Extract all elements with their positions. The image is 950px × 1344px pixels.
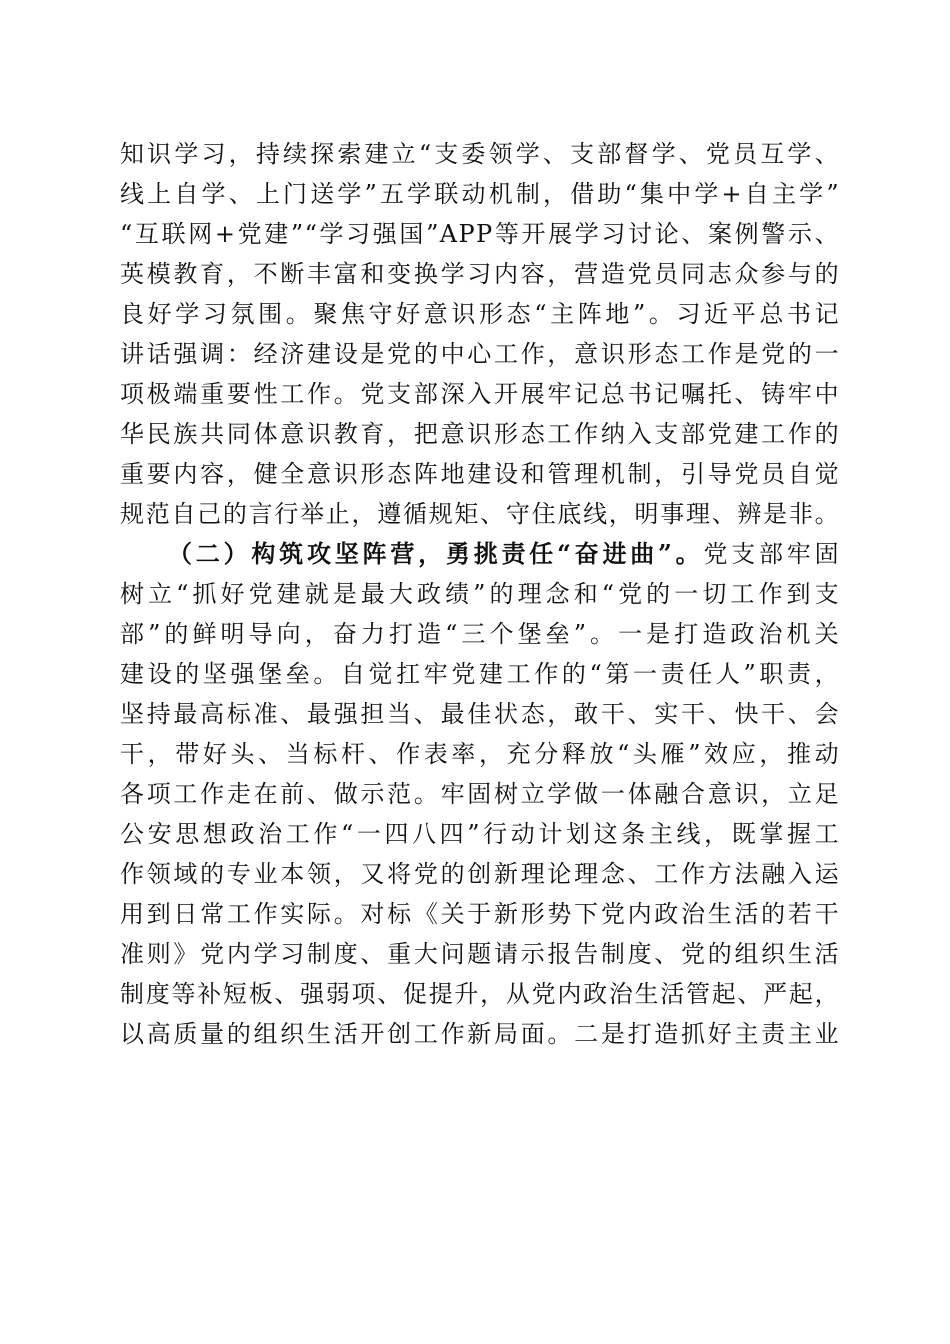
- text-line: 作领域的专业本领，又将党的创新理论理念、工作方法融入运: [120, 860, 840, 888]
- text-span: 党支部牢固: [703, 540, 840, 568]
- text-line: 英模教育，不断丰富和变换学习内容，营造党员同志众参与的: [120, 260, 840, 288]
- text-line: “互联网+党建”“学习强国”APP等开展学习讨论、案例警示、: [120, 220, 840, 248]
- text-line: 用到日常工作实际。对标《关于新形势下党内政治生活的若干: [120, 900, 840, 928]
- paragraph-1: [120, 134, 840, 534]
- text-line: 线上自学、上门送学”五学联动机制，借助“集中学+自主学”: [120, 180, 840, 208]
- text-line: 知识学习，持续探索建立“支委领学、支部督学、党员互学、: [120, 140, 840, 168]
- text-line: 各项工作走在前、做示范。牢固树立学做一体融合意识，立足: [120, 780, 840, 808]
- paragraph-2: [120, 534, 840, 1054]
- document-body: [120, 134, 840, 1054]
- text-line: 规范自己的言行举止，遵循规矩、守住底线，明事理、辨是非。: [120, 500, 840, 528]
- text-line: 干，带好头、当标杆、作表率，充分释放“头雁”效应，推动: [120, 740, 840, 768]
- text-line: 讲话强调：经济建设是党的中心工作，意识形态工作是党的一: [120, 340, 840, 368]
- text-line: 准则》党内学习制度、重大问题请示报告制度、党的组织生活: [120, 940, 840, 968]
- text-line: 建设的坚强堡垒。自觉扛牢党建工作的“第一责任人”职责，: [120, 660, 840, 688]
- text-line: 以高质量的组织生活开创工作新局面。二是打造抓好主责主业: [120, 1020, 840, 1048]
- section-heading: （二）构筑攻坚阵营，勇挑责任“奋进曲”。: [168, 539, 704, 568]
- text-line: 树立“抓好党建就是最大政绩”的理念和“党的一切工作到支: [120, 580, 840, 608]
- paragraph-2-first-line: [120, 534, 840, 574]
- text-line: 项极端重要性工作。党支部深入开展牢记总书记嘱托、铸牢中: [120, 380, 840, 408]
- text-line: 华民族共同体意识教育，把意识形态工作纳入支部党建工作的: [120, 420, 840, 448]
- text-line: 重要内容，健全意识形态阵地建设和管理机制，引导党员自觉: [120, 460, 840, 488]
- text-line: 坚持最高标准、最强担当、最佳状态，敢干、实干、快干、会: [120, 700, 840, 728]
- text-line: 部”的鲜明导向，奋力打造“三个堡垒”。一是打造政治机关: [120, 620, 840, 648]
- text-line: 公安思想政治工作“一四八四”行动计划这条主线，既掌握工: [120, 820, 840, 848]
- text-line: 良好学习氛围。聚焦守好意识形态“主阵地”。习近平总书记: [120, 300, 840, 328]
- text-line: 制度等补短板、强弱项、促提升，从党内政治生活管起、严起，: [120, 980, 840, 1008]
